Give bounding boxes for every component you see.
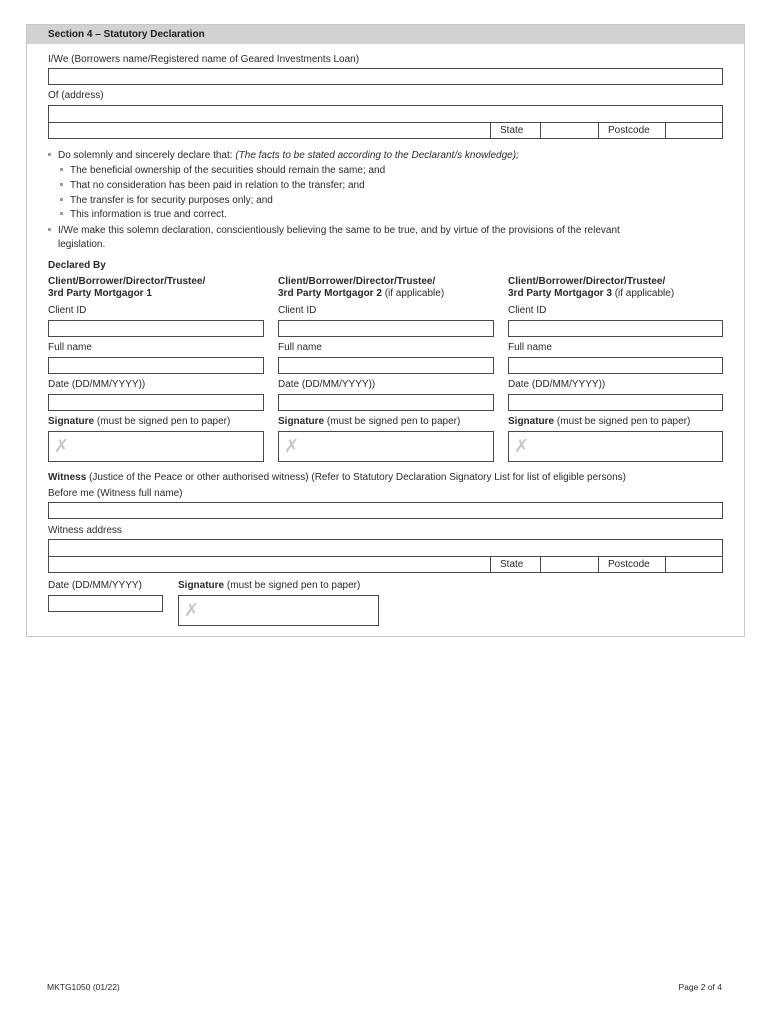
declaration-item xyxy=(60,195,273,206)
sign-here-icon: ✗ xyxy=(54,436,70,457)
address-state-field[interactable] xyxy=(540,123,598,138)
signature-label-2 xyxy=(278,416,460,427)
signature-label-3 xyxy=(508,416,690,427)
date-field-1[interactable] xyxy=(48,394,264,411)
address-postcode-label: Postcode xyxy=(598,123,665,138)
witness-signature-label xyxy=(178,580,360,591)
full-name-field-1[interactable] xyxy=(48,357,264,374)
signature-box-3[interactable] xyxy=(508,431,723,462)
client-id-label-2: Client ID xyxy=(278,305,317,316)
witness-postcode-label: Postcode xyxy=(598,557,665,572)
sign-here-icon: ✗ xyxy=(284,436,300,457)
full-name-field-2[interactable] xyxy=(278,357,494,374)
address-line2-row xyxy=(48,122,723,139)
sign-here-icon: ✗ xyxy=(184,600,200,621)
declared-by-title: Declared By xyxy=(48,260,106,271)
witness-signature-label-note: (must be signed pen to paper) xyxy=(224,580,361,591)
form-code: MKTG1050 (01/22) xyxy=(47,982,120,992)
declarant-2-heading xyxy=(278,276,444,300)
date-label-3: Date (DD/MM/YYYY)) xyxy=(508,379,606,390)
signature-label-1 xyxy=(48,416,230,427)
declarant-3-heading xyxy=(508,276,674,300)
client-id-label-1: Client ID xyxy=(48,305,87,316)
witness-date-field[interactable] xyxy=(48,595,163,612)
declaration-item-text: The beneficial ownership of the securities should remain the same; and xyxy=(70,165,386,176)
client-id-field-1[interactable] xyxy=(48,320,264,337)
page-number: Page 2 of 4 xyxy=(678,982,722,992)
statutory-declaration-section xyxy=(26,24,745,637)
witness-title xyxy=(48,472,626,483)
witness-full-name-field[interactable] xyxy=(48,502,723,519)
section-title: Section 4 – Statutory Declaration xyxy=(27,25,744,44)
borrowers-name-field[interactable] xyxy=(48,68,723,85)
witness-state-field[interactable] xyxy=(540,557,598,572)
declarant-1-heading xyxy=(48,276,205,300)
declarant-2-heading-line2: 3rd Party Mortgagor 2 xyxy=(278,288,382,299)
bullet-icon xyxy=(60,168,63,171)
declaration-closing xyxy=(48,225,620,236)
bullet-icon xyxy=(60,212,63,215)
full-name-label-1: Full name xyxy=(48,342,92,353)
signature-label-bold: Signature xyxy=(508,416,555,427)
signature-label-bold: Signature xyxy=(48,416,95,427)
witness-title-bold: Witness xyxy=(48,472,87,483)
witness-title-rest: (Justice of the Peace or other authorised witness) (Refer to Statutory Declaration Signatory List for list of eligible persons) xyxy=(86,472,626,483)
date-label-1: Date (DD/MM/YYYY)) xyxy=(48,379,146,390)
witness-state-label: State xyxy=(490,557,540,572)
witness-address-line1-field[interactable] xyxy=(48,539,723,557)
client-id-label-3: Client ID xyxy=(508,305,547,316)
date-field-2[interactable] xyxy=(278,394,494,411)
address-line1-field[interactable] xyxy=(48,105,723,123)
address-line2-field[interactable] xyxy=(49,123,490,138)
full-name-label-2: Full name xyxy=(278,342,322,353)
witness-postcode-field[interactable] xyxy=(665,557,722,572)
sign-here-icon: ✗ xyxy=(514,436,530,457)
declarant-3-heading-line2: 3rd Party Mortgagor 3 xyxy=(508,288,612,299)
declaration-intro xyxy=(48,150,519,161)
full-name-label-3: Full name xyxy=(508,342,552,353)
declaration-closing-text: I/We make this solemn declaration, conscientiously believing the same to be true, and by virtue of the provisions of the relevant xyxy=(58,225,620,236)
declaration-item xyxy=(60,165,385,176)
client-id-field-2[interactable] xyxy=(278,320,494,337)
declarant-2-heading-line1: Client/Borrower/Director/Trustee/ xyxy=(278,276,436,287)
declaration-intro-italic: (The facts to be stated according to the Declarant/s knowledge); xyxy=(235,150,519,161)
witness-address-line2-row xyxy=(48,556,723,573)
address-state-label: State xyxy=(490,123,540,138)
declaration-item xyxy=(60,180,365,191)
signature-label-note: (must be signed pen to paper) xyxy=(554,416,691,427)
signature-label-note: (must be signed pen to paper) xyxy=(94,416,231,427)
declarant-3-heading-suffix: (if applicable) xyxy=(611,288,675,299)
bullet-icon xyxy=(60,183,63,186)
signature-label-note: (must be signed pen to paper) xyxy=(324,416,461,427)
signature-box-2[interactable] xyxy=(278,431,494,462)
date-label-2: Date (DD/MM/YYYY)) xyxy=(278,379,376,390)
witness-date-label: Date (DD/MM/YYYY) xyxy=(48,580,142,591)
client-id-field-3[interactable] xyxy=(508,320,723,337)
bullet-icon xyxy=(48,228,51,231)
full-name-field-3[interactable] xyxy=(508,357,723,374)
witness-signature-label-bold: Signature xyxy=(178,580,225,591)
declaration-item-text: The transfer is for security purposes only; and xyxy=(70,195,273,206)
declaration-item-text: That no consideration has been paid in relation to the transfer; and xyxy=(70,180,365,191)
witness-address-line2-field[interactable] xyxy=(49,557,490,572)
address-label: Of (address) xyxy=(48,90,104,101)
declarant-2-heading-suffix: (if applicable) xyxy=(381,288,445,299)
witness-signature-box[interactable] xyxy=(178,595,379,626)
date-field-3[interactable] xyxy=(508,394,723,411)
witness-address-label: Witness address xyxy=(48,525,122,536)
bullet-icon xyxy=(48,153,51,156)
declarant-3-heading-line1: Client/Borrower/Director/Trustee/ xyxy=(508,276,666,287)
signature-box-1[interactable] xyxy=(48,431,264,462)
declarant-1-heading-line1: Client/Borrower/Director/Trustee/ xyxy=(48,276,206,287)
borrowers-name-label: I/We (Borrowers name/Registered name of Geared Investments Loan) xyxy=(48,54,360,65)
signature-label-bold: Signature xyxy=(278,416,325,427)
witness-before-me-label: Before me (Witness full name) xyxy=(48,488,183,499)
declarant-1-heading-line2: 3rd Party Mortgagor 1 xyxy=(48,288,152,299)
declaration-closing-cont: legislation. xyxy=(58,239,106,250)
address-postcode-field[interactable] xyxy=(665,123,722,138)
bullet-icon xyxy=(60,198,63,201)
declaration-intro-text: Do solemnly and sincerely declare that: xyxy=(58,150,236,161)
declaration-item-text: This information is true and correct. xyxy=(70,209,227,220)
declaration-item xyxy=(60,209,227,220)
